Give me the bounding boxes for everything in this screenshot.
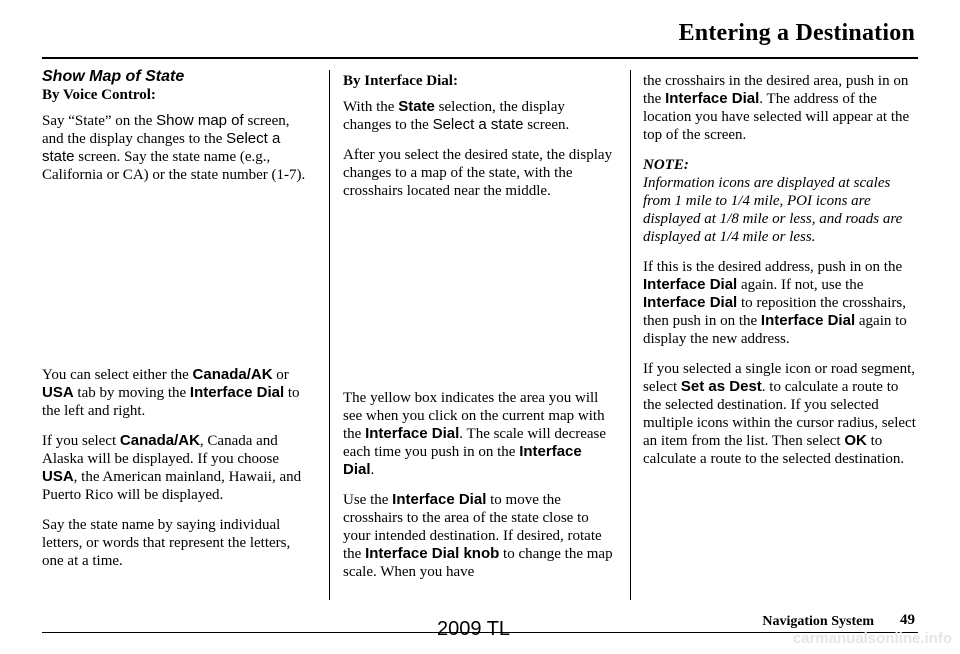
control-name: Set as Dest: [680, 378, 762, 395]
text: If you selected a single icon or road segment, select: [643, 361, 915, 395]
column-divider-2: [630, 70, 631, 600]
text: , the American mainland, Hawaii, and Puerto Rico will be displayed.: [42, 469, 302, 503]
text: With the: [343, 99, 399, 115]
model-label: 2009 TL: [437, 618, 511, 640]
confirm-address-paragraph: [643, 258, 918, 348]
set-destination-paragraph: [643, 360, 918, 468]
note-text: Information icons are displayed at scales from 1 mile to 1/4 mile, POI icons are displayed at 1/8 mile or less, and roads are displayed at 1/4 mile or less.: [643, 175, 903, 245]
control-name: Interface Dial: [392, 491, 487, 508]
control-name: /: [174, 432, 179, 449]
screen-name: Select a state: [432, 116, 524, 133]
text: The yellow box indicates the area you will see when you click on the current map with the: [343, 390, 605, 442]
state-selection-paragraph: [343, 98, 613, 134]
text: to calculate a route to the selected destination.: [643, 433, 905, 467]
text: tab by moving the: [73, 385, 190, 401]
control-name: AK: [178, 432, 200, 449]
control-name: Interface Dial knob: [365, 545, 500, 562]
control-name: USA: [42, 468, 74, 485]
control-name: State: [398, 98, 435, 115]
text: Use the: [343, 492, 393, 508]
control-name: Interface Dial: [365, 425, 460, 442]
spelling-paragraph: Say the state name by saying individual letters, or words that represent the letters, one at a time.: [42, 517, 291, 569]
text: screen. Say the state name (e.g., California or CA) or the state number (1-7).: [42, 149, 306, 183]
control-name: Canada: [192, 366, 247, 383]
text: again. If not, use the: [737, 277, 864, 293]
control-name: /: [246, 366, 251, 383]
text: , Canada and Alaska will be displayed. If you choose: [42, 433, 280, 467]
tab-select-paragraph: [42, 366, 310, 420]
voice-instruction-paragraph: [42, 112, 310, 184]
text: selection, the display changes to the: [343, 99, 565, 133]
spacer: [42, 196, 310, 366]
control-name: Interface Dial: [760, 312, 856, 329]
text: to change the map scale. When you have: [343, 546, 613, 580]
column-divider-1: [329, 70, 330, 600]
text: to the left and right.: [42, 385, 300, 419]
control-name: Canada: [119, 432, 175, 449]
state-map-paragraph: After you select the desired state, the display changes to a map of the state, with the crosshairs located near the middle.: [343, 147, 613, 199]
text: the crosshairs in the desired area, push in on the: [643, 73, 909, 107]
voice-control-label: By Voice Control:: [42, 87, 156, 103]
text: . The address of the location you have selected will appear at the top of the screen.: [643, 91, 910, 143]
control-name: Interface Dial: [343, 443, 582, 478]
yellow-box-paragraph: [343, 389, 613, 479]
page-number: 49: [900, 612, 915, 628]
text: screen, and the display changes to the: [42, 113, 290, 147]
watermark: carmanualsonline.info: [792, 630, 952, 647]
control-name: Interface Dial: [189, 384, 285, 401]
control-name: Interface Dial: [643, 276, 738, 293]
interface-dial-label: By Interface Dial:: [343, 73, 458, 89]
address-paragraph: [643, 72, 918, 144]
column-left: [42, 68, 310, 582]
section-heading: Show Map of State: [42, 68, 185, 85]
screen-name: Show map of: [156, 112, 244, 129]
control-name: AK: [250, 366, 273, 383]
control-name: Interface Dial: [643, 294, 738, 311]
text: .: [370, 462, 375, 478]
text: Say “State” on the: [42, 113, 157, 129]
text: to move the crosshairs to the area of the state close to your intended destination. If desired, rotate the: [343, 492, 602, 562]
note-label: NOTE:: [643, 157, 689, 173]
text: screen.: [523, 117, 570, 133]
text: . to calculate a route to the selected destination. If you selected multiple icons within the cursor radius, select an item from the list. Then select: [643, 379, 916, 449]
footer-section-label: Navigation System: [762, 614, 874, 629]
text: or: [272, 367, 289, 383]
control-name: USA: [42, 384, 74, 401]
column-middle: [343, 72, 613, 593]
header-divider: [42, 57, 918, 59]
control-name: OK: [844, 432, 867, 449]
column-right: [643, 72, 918, 480]
crosshairs-paragraph: [343, 491, 613, 581]
spacer: [343, 212, 613, 389]
text: again to display the new address.: [643, 313, 907, 347]
control-name: Interface Dial: [665, 90, 760, 107]
text: You can select either the: [42, 367, 193, 383]
screen-name: Select a state: [42, 130, 281, 165]
text: . The scale will decrease each time you push in on the: [343, 426, 607, 460]
text: to reposition the crosshairs, then push in on the: [643, 295, 906, 329]
page-title: Entering a Destination: [678, 20, 915, 46]
text: If this is the desired address, push in on the: [643, 259, 903, 275]
region-paragraph: [42, 432, 310, 504]
text: If you select: [42, 433, 120, 449]
